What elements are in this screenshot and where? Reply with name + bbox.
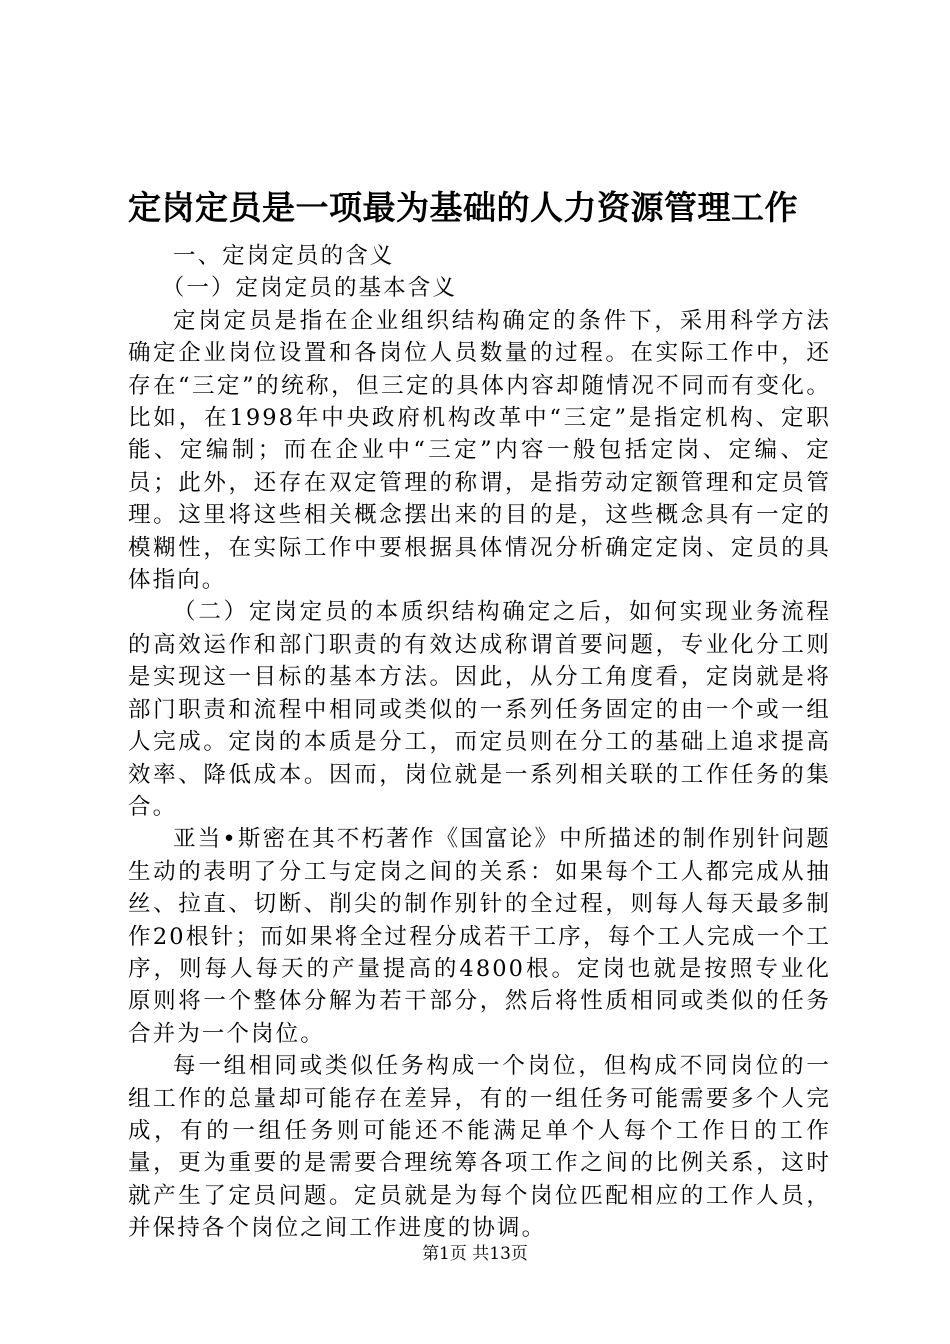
- paragraph-essence: （二）定岗定员的本质织结构确定之后，如何实现业务流程的高效运作和部门职责的有效达成称谓首要问题，专业化分工则是实现这一目标的基本方法。因此，从分工角度看，定岗就是将部门职责和流程中相同或类似的一系列任务固定的由一个或一组人完成。定岗的本质是分工，而定员则在分工的基础上追求提高效率、降低成本。因而，岗位就是一系列相关联的工作任务的集合。: [128, 599, 831, 820]
- document-title: 定岗定员是一项最为基础的人力资源管理工作: [128, 188, 798, 227]
- paragraph-adam-smith: 亚当•斯密在其不朽著作《国富论》中所描述的制作别针问题生动的表明了分工与定岗之间的关系：如果每个工人都完成从抽丝、拉直、切断、削尖的制作别针的全过程，则每人每天最多制作20根针；而如果将全过程分成若干工序，每个工人完成一个工序，则每人每天的产量提高的4800根。定岗也就是按照专业化原则将一个整体分解为若干部分，然后将性质相同或类似的任务合并为一个岗位。: [128, 826, 831, 1047]
- page-footer: 第1页 共13页: [422, 1244, 528, 1264]
- subsection-heading: （一）定岗定员的基本含义: [161, 275, 457, 302]
- document-body: [128, 240, 831, 1245]
- paragraph-definition: 定岗定员是指在企业组织结构确定的条件下，采用科学方法确定企业岗位设置和各岗位人员数量的过程。在实际工作中，还存在“三定”的统称，但三定的具体内容却随情况不同而有变化。比如，在1998年中央政府机构改革中“三定”是指定机构、定职能、定编制；而在企业中“三定”内容一般包括定岗、定编、定员；此外，还存在双定管理的称谓，是指劳动定额管理和定员管理。这里将这些相关概念摆出来的目的是，这些概念具有一定的模糊性，在实际工作中要根据具体情况分析确定定岗、定员的具体指向。: [128, 307, 831, 594]
- paragraph-staffing: 每一组相同或类似任务构成一个岗位，但构成不同岗位的一组工作的总量却可能存在差异，有的一组任务可能需要多个人完成，有的一组任务则可能还不能满足单个人每个工作日的工作量，更为重要的是需要合理统筹各项工作之间的比例关系，这时就产生了定员问题。定员就是为每个岗位匹配相应的工作人员，并保持各个岗位之间工作进度的协调。: [128, 1053, 831, 1242]
- section-heading: 一、定岗定员的含义: [173, 243, 395, 269]
